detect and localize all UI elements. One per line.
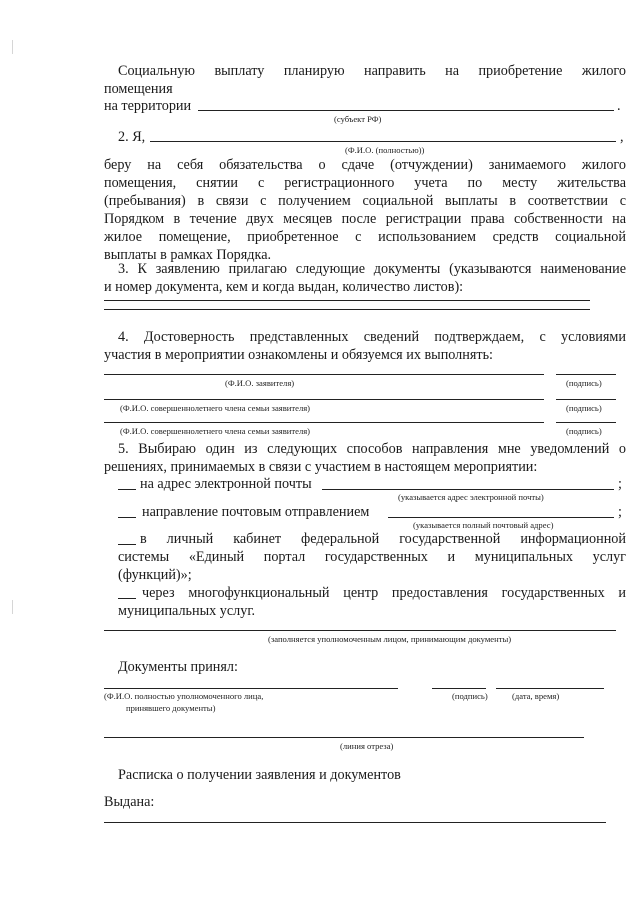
documents-line — [104, 300, 590, 301]
accept-sign-caption: (подпись) — [452, 691, 488, 701]
email-field-line[interactable] — [322, 489, 614, 490]
p2-comma: , — [620, 129, 624, 145]
member1-caption: (Ф.И.О. совершеннолетнего члена семьи заявителя) — [120, 403, 311, 413]
applicant-sign-line — [556, 374, 616, 375]
p1-line1: Социальную выплату планирую направить на приобретение жилого — [118, 63, 626, 79]
member1-sign-line — [556, 399, 616, 400]
p4-line1: 4. Достоверность представленных сведений подтверждаем, с условиями — [118, 329, 626, 345]
official-caption: (заполняется уполномоченным лицом, принимающим документы) — [268, 634, 512, 644]
accept-fio-caption-1: (Ф.И.О. полностью уполномоченного лица, — [104, 691, 264, 701]
p2-line: (пребывания) в связи с получением социальной выплаты в соответствии с — [104, 193, 626, 209]
scan-mark — [12, 600, 13, 614]
post-checkbox-line[interactable] — [118, 517, 136, 518]
documents-line — [104, 309, 590, 310]
receipt-title: Расписка о получении заявления и документов — [118, 767, 401, 783]
scan-mark — [12, 40, 13, 54]
cut-line-caption: (линия отреза) — [340, 741, 394, 751]
p2-body — [104, 156, 626, 264]
cabinet-line2: системы «Единый портал государственных и муниципальных услуг — [118, 549, 626, 565]
receipt-issued-label: Выдана: — [104, 794, 155, 810]
post-field-line[interactable] — [388, 517, 614, 518]
accept-title: Документы принял: — [118, 659, 238, 675]
accept-date-caption: (дата, время) — [512, 691, 560, 701]
p1-dot: . — [617, 98, 621, 114]
email-option-label: на адрес электронной почты — [140, 476, 312, 492]
member1-fio-line — [104, 399, 544, 400]
member2-fio-line — [104, 422, 544, 423]
p2-number: 2. Я, — [118, 129, 146, 145]
email-checkbox-line[interactable] — [118, 489, 136, 490]
post-end: ; — [618, 504, 622, 520]
sign-caption: (подпись) — [566, 403, 602, 413]
fio-field-line — [150, 141, 616, 142]
p3-line1: 3. К заявлению прилагаю следующие документы (указываются наименование — [118, 261, 626, 277]
accept-fio-line — [104, 688, 398, 689]
p1-line3: на территории — [104, 98, 192, 114]
p3-line2: и номер документа, кем и когда выдан, количество листов): — [104, 279, 464, 295]
mfc-line2: муниципальных услуг. — [118, 603, 256, 619]
email-end: ; — [618, 476, 622, 492]
mfc-checkbox-line[interactable] — [118, 598, 136, 599]
cabinet-line3: (функций)»; — [118, 567, 192, 583]
cut-line — [104, 737, 584, 738]
p4-line2: участия в мероприятии ознакомлены и обязуемся их выполнять: — [104, 347, 493, 363]
accept-fio-caption-2: принявшего документы) — [126, 703, 216, 713]
p2-line: жилое помещение, приобретенное с использованием средств социальной — [104, 229, 626, 245]
accept-sign-line — [432, 688, 486, 689]
cabinet-checkbox-line[interactable] — [118, 544, 136, 545]
official-line — [104, 630, 616, 631]
applicant-fio-line — [104, 374, 544, 375]
p1-line2: помещения — [104, 81, 173, 97]
p5-line2: решениях, принимаемых в связи с участием в настоящем мероприятии: — [104, 459, 538, 475]
member2-sign-line — [556, 422, 616, 423]
mfc-line1: через многофункциональный центр предоставления государственных и — [142, 585, 626, 601]
fio-caption: (Ф.И.О. (полностью)) — [345, 145, 425, 155]
p2-line: беру на себя обязательства о сдаче (отчуждении) занимаемого жилого — [104, 157, 626, 173]
p5-line1: 5. Выбираю один из следующих способов направления мне уведомлений о — [118, 441, 626, 457]
receipt-line — [104, 822, 606, 823]
p2-line: Порядком в течение двух месяцев после регистрации права собственности на — [104, 211, 626, 227]
region-caption: (субъект РФ) — [334, 114, 382, 124]
accept-date-line — [496, 688, 604, 689]
post-option-label: направление почтовым отправлением — [142, 504, 370, 520]
email-caption: (указывается адрес электронной почты) — [398, 492, 544, 502]
sign-caption: (подпись) — [566, 378, 602, 388]
post-caption: (указывается полный почтовый адрес) — [413, 520, 554, 530]
applicant-caption: (Ф.И.О. заявителя) — [225, 378, 295, 388]
p2-line: выплаты в рамках Порядка. — [104, 247, 272, 263]
sign-caption: (подпись) — [566, 426, 602, 436]
cabinet-line1: в личный кабинет федеральной государственной информационной — [140, 531, 626, 547]
member2-caption: (Ф.И.О. совершеннолетнего члена семьи заявителя) — [120, 426, 311, 436]
region-field-line — [198, 110, 614, 111]
p2-line: помещения, снятии с регистрационного учета по месту жительства — [104, 175, 626, 191]
